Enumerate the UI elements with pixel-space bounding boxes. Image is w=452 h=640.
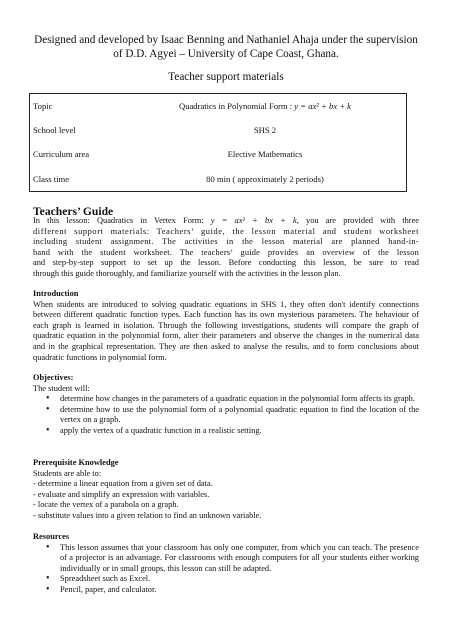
topic-equation: y = ax² + bx + k (294, 101, 351, 112)
introduction-heading: Introduction (33, 289, 79, 298)
list-item: • Pencil, paper, and calculator. (33, 585, 419, 596)
resources-section (33, 532, 419, 596)
row-label: Topic (33, 101, 53, 112)
list-item: • determine how to use the polynomial form of a polynomial quadratic equation to find the location of the vertex on a graph. (33, 405, 419, 426)
guide-line: through this guide thoroughly, and familiarize yourself with the activities in the lesson plan. (33, 268, 341, 278)
guide-line: including student assignment. The activities in the lesson material are planned hand-in- (33, 237, 419, 247)
row-label: School level (33, 125, 76, 136)
guide-text: In this lesson: Quadratics in Vertex Form: (33, 216, 211, 225)
row-value: 80 min ( approximately 2 periods) (206, 173, 324, 184)
table-row (30, 94, 407, 119)
objectives-lead: The student will: (33, 383, 90, 393)
credit-line: Designed and developed by Isaac Benning and Nathaniel Ahaja under the supervision (34, 34, 418, 46)
prerequisite-heading: Prerequisite Knowledge (33, 458, 119, 467)
credit-block (30, 33, 422, 61)
list-item: • apply the vertex of a quadratic function in a realistic setting. (33, 426, 419, 437)
guide-line: different support materials: Teachers’ guide, the lesson material and student worksheet (33, 226, 419, 236)
prerequisite-section (33, 458, 419, 522)
subtitle: Teacher support materials (168, 71, 284, 83)
guide-equation: y = ax² + bx + k (210, 216, 297, 225)
guide-line (33, 216, 419, 227)
prerequisite-lead: Students are able to: (33, 468, 102, 478)
list-item: • Spreadsheet such as Excel. (33, 574, 419, 585)
row-label: Curriculum area (33, 149, 90, 160)
resources-list (33, 543, 419, 596)
resources-heading: Resources (33, 532, 70, 541)
list-item: • This lesson assumes that your classroom has only one computer, from which you can teach. The presence of a projector is an advantage. For classrooms with enough computers for all your students either working individually or in small groups, this lesson can still be adapted. (33, 543, 419, 575)
row-value: Elective Mathematics (227, 149, 303, 160)
table-row (30, 167, 407, 192)
list-item: • determine how changes in the parameters of a quadratic equation in the polynomial form affects its graph. (33, 394, 419, 405)
guide-line: hand with the student worksheet. The teachers’ guide provides an overview of the lesson (33, 247, 419, 257)
row-value: SHS 2 (253, 125, 277, 136)
row-value (133, 94, 407, 119)
introduction-section (33, 289, 419, 363)
teachers-guide-body (33, 216, 419, 280)
objectives-section (33, 373, 419, 437)
objectives-heading: Objectives: (33, 373, 74, 382)
topic-text: Quadratics in Polynomial Form : (178, 101, 295, 112)
table-row (30, 142, 407, 166)
objectives-list (33, 394, 419, 436)
table-row (30, 118, 407, 142)
row-label: Class time (33, 173, 70, 184)
introduction-text: When students are introduced to solving quadratic equations in SHS 1, they often don't identify connections between different quadratic function types. Each function has its own mysterious parameters. The behaviour of each graph is learned in isolation. Through the following investigations, students will compare the graph of quadratic equation in the polynomial form, alter their parameters and observe the changes in the numerical data and in the graphical representation. They are then asked to analyse the results, and to form conclusions about quadratic functions in polynomial form. (33, 299, 419, 362)
lesson-info-table (29, 93, 407, 192)
guide-text: , you are provided with three (296, 216, 420, 225)
list-item: - substitute values into a given relation to find an unknown variable. (33, 510, 262, 520)
list-item: - determine a linear equation from a given set of data. (33, 479, 213, 489)
guide-line: and step-by-step support to set up the lesson. Before conducting this lesson, be sure to read (33, 258, 419, 268)
list-item: - evaluate and simplify an expression with variables. (33, 489, 210, 499)
credit-line: of D.D. Agyei – University of Cape Coast, Ghana. (113, 48, 339, 60)
teachers-guide-heading: Teachers’ Guide (33, 205, 114, 218)
list-item: - locate the vertex of a parabola on a graph. (33, 500, 179, 510)
